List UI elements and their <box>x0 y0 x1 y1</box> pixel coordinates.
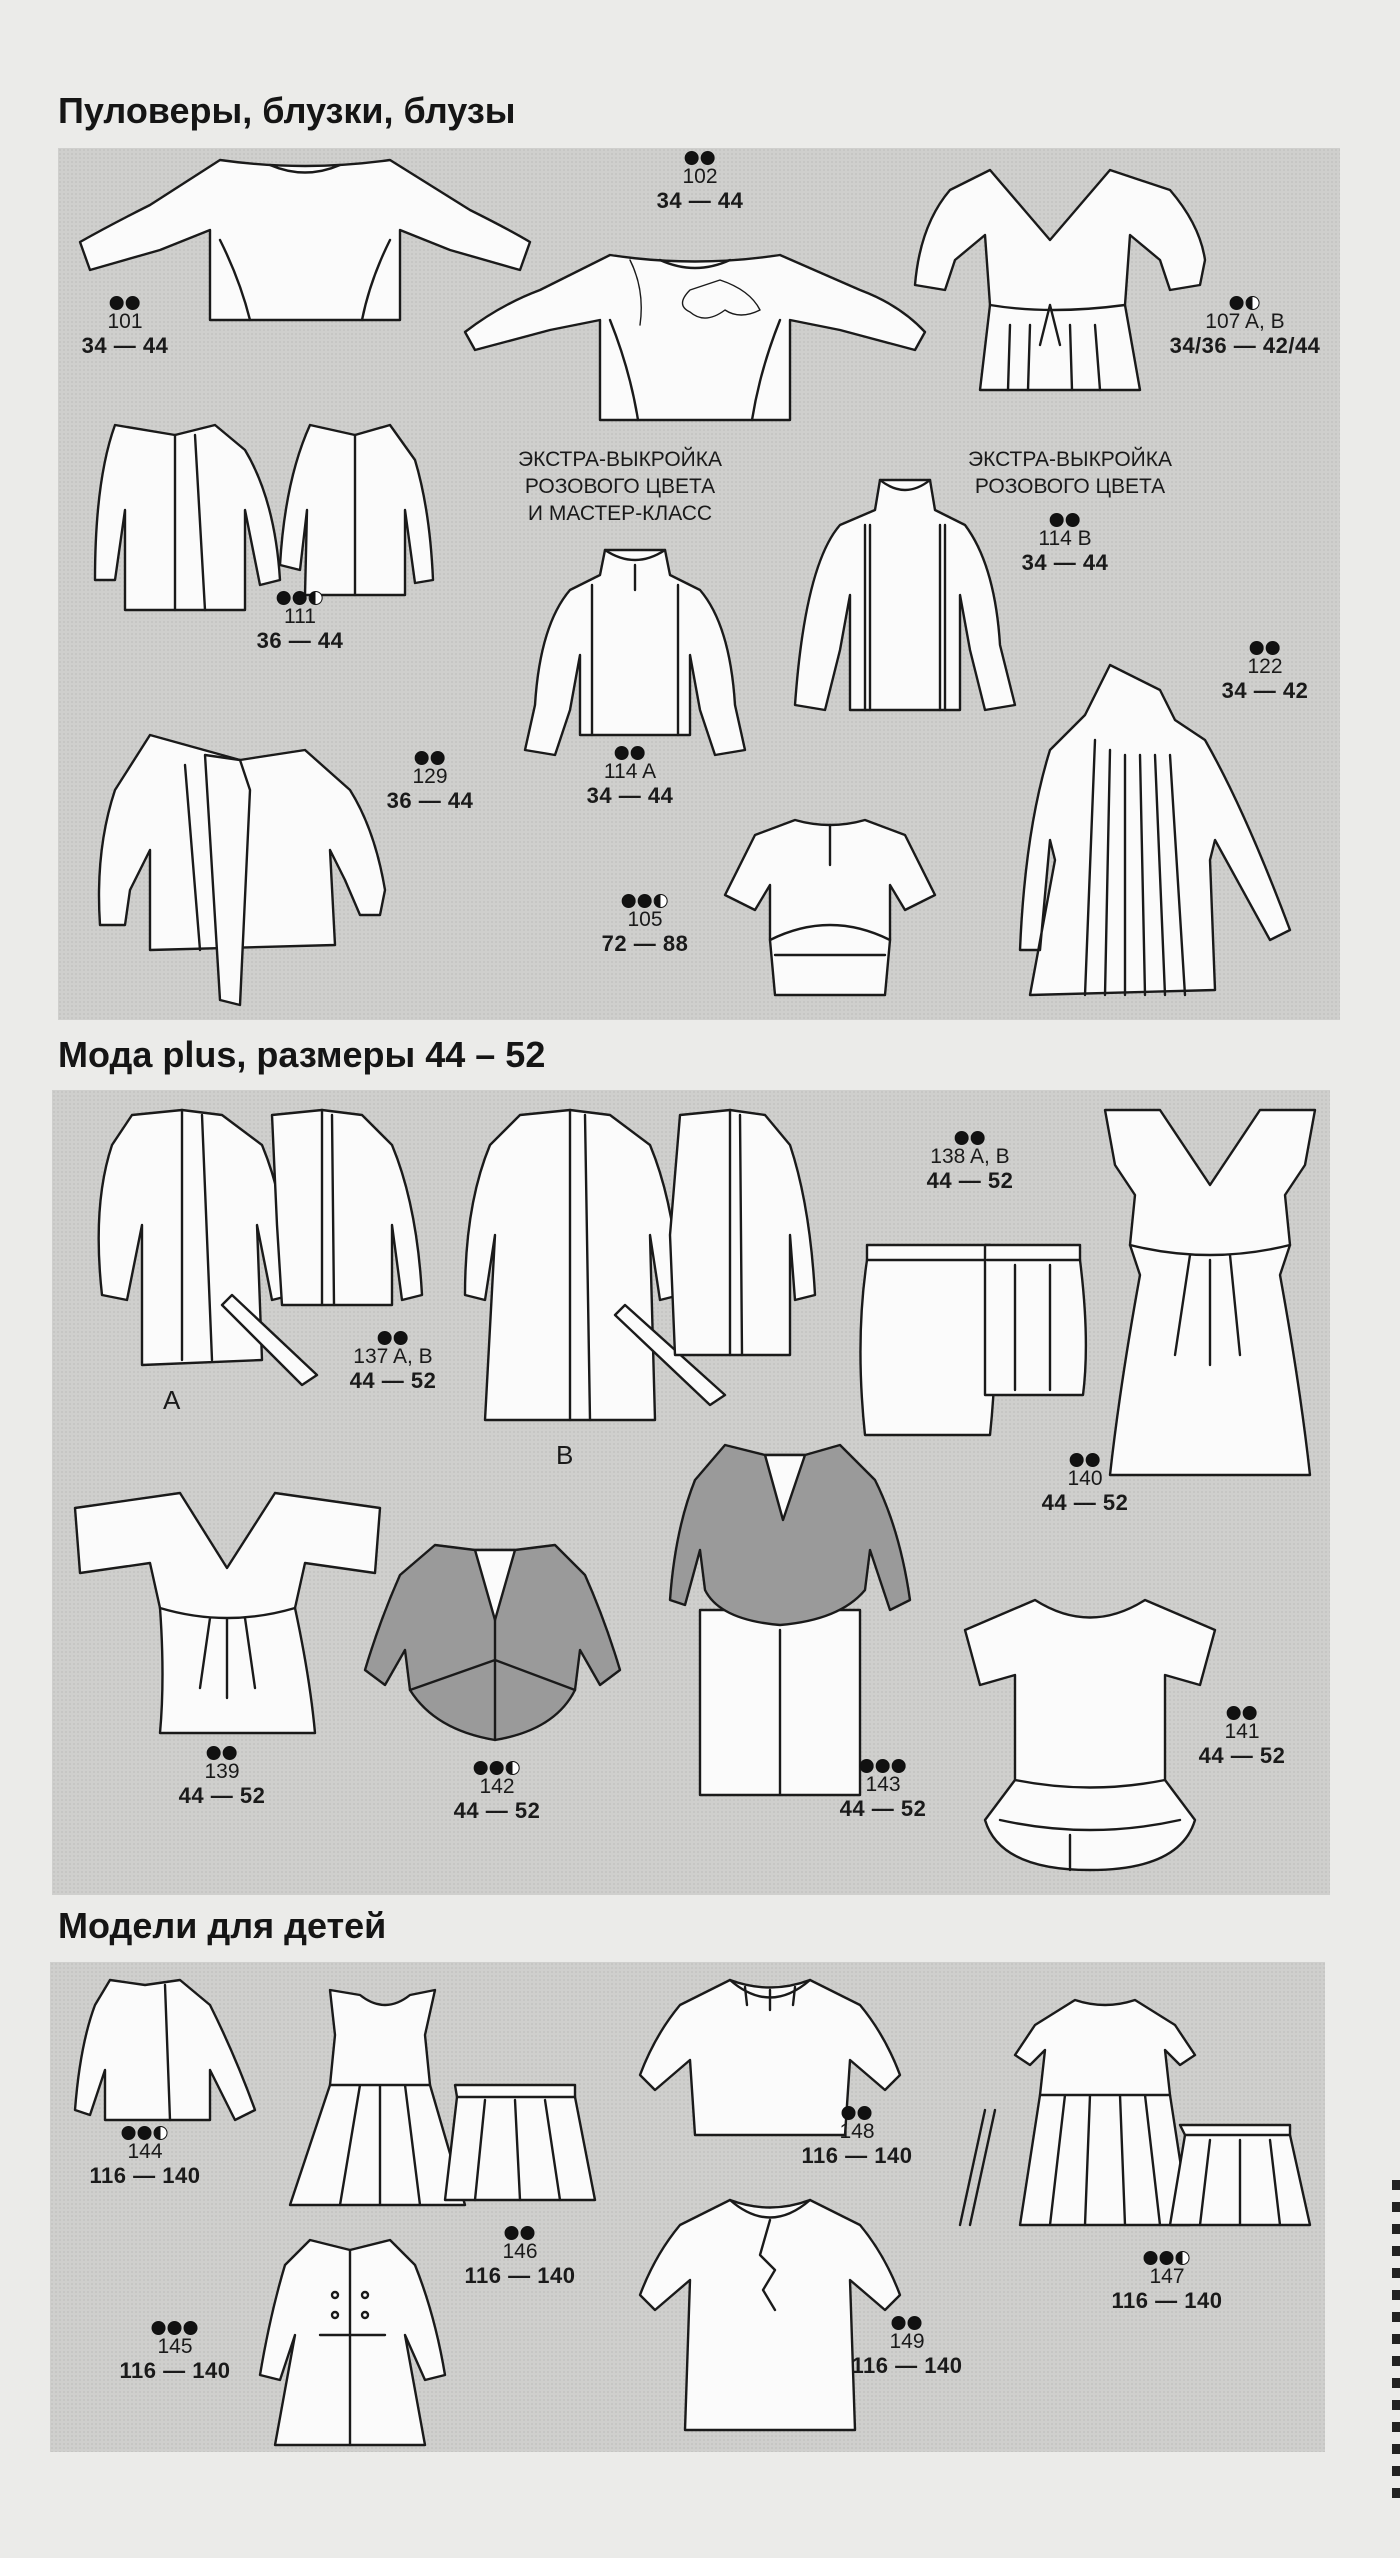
page-edge-marks <box>1392 2180 1400 2510</box>
extra-pattern-note-114a <box>518 447 722 528</box>
model-number: 111 <box>284 605 316 628</box>
difficulty-dot-icon <box>892 2316 906 2330</box>
difficulty-dot-icon <box>309 591 323 605</box>
model-122-label <box>1222 640 1309 702</box>
model-144-label <box>90 2125 201 2187</box>
model-sizes: 116 — 140 <box>1111 2287 1223 2313</box>
difficulty-dot-icon <box>971 1131 985 1145</box>
model-sizes: 44 — 52 <box>839 1795 927 1821</box>
difficulty-dot-icon <box>1246 296 1260 310</box>
model-148-label <box>802 2105 913 2167</box>
difficulty-dot-icon <box>955 1131 969 1145</box>
model-sizes: 116 — 140 <box>851 2352 963 2378</box>
model-number: 143 <box>865 1773 901 1796</box>
model-number: 141 <box>1224 1720 1260 1743</box>
model-sizes: 72 — 88 <box>601 930 689 956</box>
garment-102-icon <box>460 250 930 430</box>
model-147-label <box>1112 2250 1223 2312</box>
model-sizes: 34 — 44 <box>586 782 674 808</box>
model-138-label <box>927 1130 1014 1192</box>
garment-145-icon <box>255 2235 450 2450</box>
difficulty-dot-icon <box>858 2106 872 2120</box>
model-141-label <box>1199 1705 1286 1767</box>
difficulty-dot-icon <box>1066 513 1080 527</box>
model-139-label <box>179 1745 266 1807</box>
model-111-label <box>257 590 344 652</box>
model-143-label <box>840 1758 927 1820</box>
model-number: 147 <box>1149 2265 1185 2288</box>
garment-114a-icon <box>520 545 750 775</box>
model-number: 139 <box>204 1760 240 1783</box>
model-number: 146 <box>502 2240 538 2263</box>
difficulty-dot-icon <box>1160 2251 1174 2265</box>
garment-139-icon <box>70 1488 385 1738</box>
garment-122-icon <box>1015 660 1295 1000</box>
section-title-kids: Модели для детей <box>58 1905 387 1946</box>
model-number: 101 <box>107 310 143 333</box>
extra-pattern-text: ЭКСТРА-ВЫКРОЙКА РОЗОВОГО ЦВЕТА <box>967 448 1173 498</box>
difficulty-dot-icon <box>110 296 124 310</box>
difficulty-dot-icon <box>490 1761 504 1775</box>
difficulty-dot-icon <box>293 591 307 605</box>
model-number: 148 <box>839 2120 875 2143</box>
difficulty-dot-icon <box>431 751 445 765</box>
difficulty-dot-icon <box>168 2321 182 2335</box>
model-146-label <box>465 2225 576 2287</box>
garment-143-icon <box>665 1440 915 1810</box>
model-sizes: 34 — 44 <box>1021 549 1109 575</box>
difficulty-dot-icon <box>1250 641 1264 655</box>
section-title-tops: Пуловеры, блузки, блузы <box>58 90 516 131</box>
model-102-label <box>657 150 744 212</box>
garment-146-icon <box>285 1985 595 2215</box>
difficulty-dot-icon <box>701 151 715 165</box>
model-sizes: 116 — 140 <box>89 2162 201 2188</box>
difficulty-dot-icon <box>1086 1453 1100 1467</box>
model-sizes: 44 — 52 <box>453 1797 541 1823</box>
model-number: 144 <box>127 2140 163 2163</box>
difficulty-dot-icon <box>631 746 645 760</box>
difficulty-dot-icon <box>521 2226 535 2240</box>
model-sizes: 34 — 42 <box>1221 677 1309 703</box>
variant-b-letter: B <box>556 1440 574 1470</box>
difficulty-dot-icon <box>908 2316 922 2330</box>
garment-140-icon <box>1100 1105 1320 1485</box>
difficulty-dot-icon <box>184 2321 198 2335</box>
difficulty-dot-icon <box>654 894 668 908</box>
difficulty-dot-icon <box>1230 296 1244 310</box>
difficulty-dot-icon <box>1227 1706 1241 1720</box>
model-149-label <box>852 2315 963 2377</box>
garment-105-icon <box>720 815 940 1000</box>
difficulty-dot-icon <box>1050 513 1064 527</box>
garment-138-icon <box>855 1240 1095 1440</box>
difficulty-dot-icon <box>394 1331 408 1345</box>
model-sizes: 44 — 52 <box>178 1782 266 1808</box>
difficulty-dot-icon <box>154 2126 168 2140</box>
model-number: 149 <box>889 2330 925 2353</box>
garment-111-icon <box>75 420 435 620</box>
model-105-label <box>602 893 689 955</box>
difficulty-dot-icon <box>505 2226 519 2240</box>
difficulty-dot-icon <box>1266 641 1280 655</box>
garment-137b-icon <box>460 1105 830 1435</box>
model-145-label <box>120 2320 231 2382</box>
model-sizes: 34/36 — 42/44 <box>1169 332 1321 358</box>
model-sizes: 116 — 140 <box>119 2357 231 2383</box>
model-sizes: 36 — 44 <box>386 787 474 813</box>
model-sizes: 44 — 52 <box>349 1367 437 1393</box>
garment-147-icon <box>955 1995 1315 2235</box>
model-114a-label <box>587 745 674 807</box>
model-sizes: 116 — 140 <box>801 2142 913 2168</box>
model-number: 137 A, B <box>353 1345 433 1368</box>
difficulty-dot-icon <box>892 1759 906 1773</box>
difficulty-dot-icon <box>860 1759 874 1773</box>
difficulty-dot-icon <box>138 2126 152 2140</box>
model-137-label <box>350 1330 437 1392</box>
model-129-label <box>387 750 474 812</box>
difficulty-dot-icon <box>277 591 291 605</box>
model-101-label <box>82 295 169 357</box>
model-sizes: 44 — 52 <box>1041 1489 1129 1515</box>
section-title-plus: Мода plus, размеры 44 – 52 <box>58 1034 546 1075</box>
model-number: 105 <box>627 908 663 931</box>
model-sizes: 44 — 52 <box>926 1167 1014 1193</box>
model-142-label <box>454 1760 541 1822</box>
model-140-label <box>1042 1452 1129 1514</box>
garment-141-icon <box>960 1595 1220 1875</box>
model-number: 102 <box>682 165 718 188</box>
difficulty-dot-icon <box>152 2321 166 2335</box>
model-number: 140 <box>1067 1467 1103 1490</box>
garment-142-icon <box>355 1540 630 1745</box>
difficulty-dot-icon <box>415 751 429 765</box>
model-number: 145 <box>157 2335 193 2358</box>
difficulty-dot-icon <box>622 894 636 908</box>
difficulty-dot-icon <box>615 746 629 760</box>
difficulty-dot-icon <box>1176 2251 1190 2265</box>
difficulty-dot-icon <box>474 1761 488 1775</box>
model-sizes: 116 — 140 <box>464 2262 576 2288</box>
difficulty-dot-icon <box>506 1761 520 1775</box>
model-sizes: 44 — 52 <box>1198 1742 1286 1768</box>
difficulty-dot-icon <box>207 1746 221 1760</box>
difficulty-dot-icon <box>1070 1453 1084 1467</box>
difficulty-dot-icon <box>223 1746 237 1760</box>
difficulty-dot-icon <box>638 894 652 908</box>
model-number: 129 <box>412 765 448 788</box>
model-sizes: 34 — 44 <box>81 332 169 358</box>
model-number: 142 <box>479 1775 515 1798</box>
extra-pattern-text: ЭКСТРА-ВЫКРОЙКА РОЗОВОГО ЦВЕТА И МАСТЕР-КЛАСС <box>517 448 723 525</box>
model-number: 114 A <box>603 760 657 783</box>
difficulty-dot-icon <box>876 1759 890 1773</box>
garment-129-icon <box>90 730 390 1010</box>
garment-107-icon <box>910 165 1210 395</box>
difficulty-dot-icon <box>842 2106 856 2120</box>
difficulty-dot-icon <box>685 151 699 165</box>
model-number: 107 A, B <box>1205 310 1285 333</box>
model-107-label <box>1170 295 1321 357</box>
difficulty-dot-icon <box>122 2126 136 2140</box>
variant-a-letter: A <box>163 1385 181 1415</box>
difficulty-dot-icon <box>378 1331 392 1345</box>
garment-144-icon <box>70 1975 260 2125</box>
model-sizes: 36 — 44 <box>256 627 344 653</box>
garment-114b-icon <box>790 475 1020 715</box>
difficulty-dot-icon <box>126 296 140 310</box>
model-number: 122 <box>1247 655 1283 678</box>
model-number: 138 A, B <box>930 1145 1010 1168</box>
model-114b-label <box>1022 512 1109 574</box>
difficulty-dot-icon <box>1144 2251 1158 2265</box>
difficulty-dot-icon <box>1243 1706 1257 1720</box>
model-sizes: 34 — 44 <box>656 187 744 213</box>
model-number: 114 B <box>1038 527 1092 550</box>
